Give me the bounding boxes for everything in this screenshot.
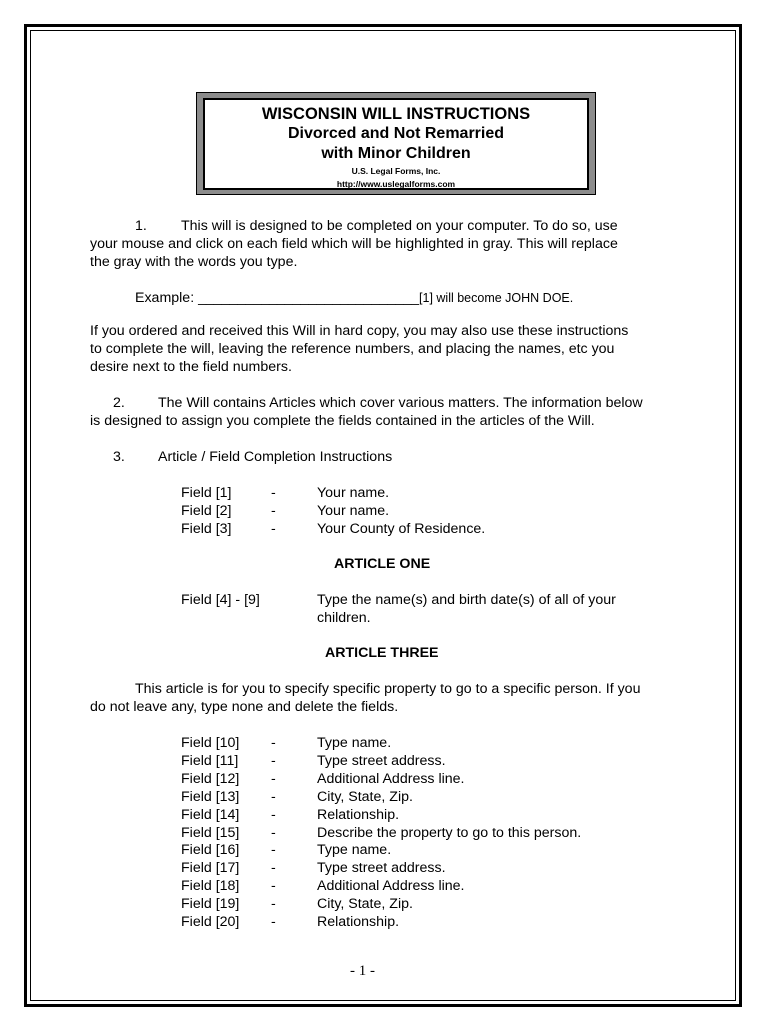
field-description: Your name. <box>317 485 390 501</box>
field-description: Your County of Residence. <box>317 521 486 537</box>
field-dash: - <box>271 735 276 751</box>
example-suffix: [1] will become JOHN DOE. <box>419 291 574 305</box>
field-dash: - <box>271 825 276 841</box>
page-number: - 1 - <box>350 963 375 979</box>
document-subtitle-2: with Minor Children <box>321 145 471 162</box>
field-label: Field [10] <box>181 735 240 751</box>
para1-line2: your mouse and click on each field which will be highlighted in gray. This will replace <box>90 236 618 252</box>
field-dash: - <box>271 753 276 769</box>
article-three-line1: This article is for you to specify specific property to go to a specific person. If you <box>135 681 641 697</box>
field-label: Field [20] <box>181 914 240 930</box>
para3-number: 3. <box>113 449 125 465</box>
field-dash: - <box>271 485 276 501</box>
field-label: Field [1] <box>181 485 232 501</box>
para3-text: Article / Field Completion Instructions <box>158 449 393 465</box>
para1-line1: This will is designed to be completed on your computer. To do so, use <box>181 218 618 234</box>
field-label: Field [2] <box>181 503 232 519</box>
field-dash: - <box>271 842 276 858</box>
field-description: Your name. <box>317 503 390 519</box>
field-label: Field [18] <box>181 878 240 894</box>
field-description: Relationship. <box>317 807 400 823</box>
article-one-field: Field [4] - [9] <box>181 592 260 608</box>
document-title: WISCONSIN WILL INSTRUCTIONS <box>261 105 531 123</box>
field-label: Field [11] <box>181 753 239 769</box>
para2-number: 2. <box>113 395 125 411</box>
para2-line2: is designed to assign you complete the fields contained in the articles of the Will. <box>90 413 595 429</box>
field-description: Additional Address line. <box>317 771 465 787</box>
article-three-line2: do not leave any, type none and delete the fields. <box>90 699 399 715</box>
article-one-desc-line1: Type the name(s) and birth date(s) of all of your <box>317 592 616 608</box>
example-label: Example: <box>135 290 199 306</box>
title-box <box>203 98 589 190</box>
field-description: Describe the property to go to this person. <box>317 825 582 841</box>
field-dash: - <box>271 878 276 894</box>
company-name: U.S. Legal Forms, Inc. <box>351 166 441 176</box>
para1-line3: the gray with the words you type. <box>90 254 298 270</box>
field-dash: - <box>271 896 276 912</box>
field-description: City, State, Zip. <box>317 896 413 912</box>
field-description: City, State, Zip. <box>317 789 413 805</box>
field-description: Relationship. <box>317 914 400 930</box>
field-description: Type name. <box>317 735 392 751</box>
field-dash: - <box>271 771 276 787</box>
field-description: Type street address. <box>317 860 446 876</box>
hardcopy-line1: If you ordered and received this Will in hard copy, you may also use these instructions <box>90 323 629 339</box>
field-dash: - <box>271 807 276 823</box>
article-three-heading: ARTICLE THREE <box>325 645 439 661</box>
field-label: Field [12] <box>181 771 240 787</box>
field-dash: - <box>271 521 276 537</box>
field-label: Field [13] <box>181 789 240 805</box>
field-label: Field [19] <box>181 896 240 912</box>
field-label: Field [16] <box>181 842 240 858</box>
para1-number: 1. <box>135 218 147 234</box>
hardcopy-line2: to complete the will, leaving the reference numbers, and placing the names, etc you <box>90 341 615 357</box>
field-dash: - <box>271 914 276 930</box>
example-line <box>135 289 573 307</box>
field-dash: - <box>271 503 276 519</box>
article-one-heading: ARTICLE ONE <box>334 556 431 572</box>
field-dash: - <box>271 789 276 805</box>
company-url[interactable]: http://www.uslegalforms.com <box>336 179 456 189</box>
field-label: Field [14] <box>181 807 240 823</box>
field-dash: - <box>271 860 276 876</box>
field-description: Type street address. <box>317 753 446 769</box>
field-label: Field [3] <box>181 521 232 537</box>
document-subtitle-1: Divorced and Not Remarried <box>287 125 505 142</box>
field-description: Type name. <box>317 842 392 858</box>
example-blank: ____________________________ <box>198 290 420 306</box>
hardcopy-line3: desire next to the field numbers. <box>90 359 292 375</box>
article-one-desc-line2: children. <box>317 610 371 626</box>
field-description: Additional Address line. <box>317 878 465 894</box>
field-label: Field [15] <box>181 825 240 841</box>
field-label: Field [17] <box>181 860 240 876</box>
para2-line1: The Will contains Articles which cover various matters. The information below <box>158 395 643 411</box>
